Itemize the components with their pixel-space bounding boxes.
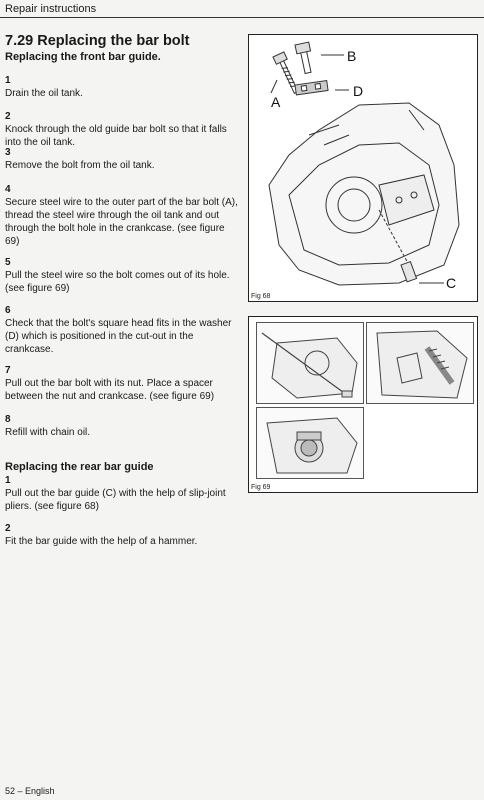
page-footer: 52 – English (5, 786, 55, 796)
figure-69 (248, 316, 478, 493)
section-subtitle: Replacing the front bar guide. (5, 51, 161, 63)
running-header: Repair instructions (5, 3, 97, 15)
step-text: Check that the bolt's square head fits in the washer (D) which is positioned in the cut-out in the crankcase. (5, 318, 232, 355)
rear-step-1 (5, 474, 241, 513)
step-number: 2 (5, 111, 11, 122)
step-6 (5, 304, 241, 356)
wire-pull-illustration (257, 323, 363, 403)
rear-section-title: Replacing the rear bar guide (5, 461, 154, 473)
step-number: 3 (5, 147, 11, 158)
step-text: Pull the steel wire so the bolt comes out of its hole. (see figure 69) (5, 270, 230, 294)
step-text: Refill with chain oil. (5, 427, 91, 438)
step-number: 2 (5, 523, 11, 534)
step-text: Knock through the old guide bar bolt so that it falls into the oil tank. (5, 124, 227, 148)
step-4 (5, 183, 241, 248)
callout-d: D (353, 83, 364, 99)
step-5 (5, 256, 241, 295)
figure-68 (248, 34, 478, 302)
step-number: 1 (5, 75, 11, 86)
step-number: 5 (5, 257, 11, 268)
step-text: Remove the bolt from the oil tank. (5, 160, 155, 171)
rear-step-2 (5, 522, 241, 548)
step-text: Drain the oil tank. (5, 88, 83, 99)
step-8 (5, 413, 241, 439)
figure-label: Fig 69 (251, 484, 271, 491)
step-text: Secure steel wire to the outer part of the bar bolt (A), thread the steel wire through the oil tank and out through the bolt hole in the crankcase. (see figure 69) (5, 197, 238, 247)
step-number: 1 (5, 475, 11, 486)
step-number: 7 (5, 365, 11, 376)
step-3 (5, 146, 241, 172)
callout-b: B (347, 48, 357, 64)
step-number: 4 (5, 184, 11, 195)
step-1 (5, 74, 241, 100)
callout-a: A (271, 94, 281, 110)
step-number: 8 (5, 414, 11, 425)
bolt-extraction-illustration (367, 323, 473, 403)
step-7 (5, 364, 241, 403)
fig69-panel-spacer (256, 407, 364, 479)
callout-c: C (446, 275, 457, 291)
spacer-nut-illustration (257, 408, 363, 478)
crankcase-illustration (249, 35, 477, 301)
step-2 (5, 110, 241, 149)
fig69-panel-wire (256, 322, 364, 404)
step-text: Fit the bar guide with the help of a hammer. (5, 536, 198, 547)
fig69-panel-bolt (366, 322, 474, 404)
step-text: Pull out the bar bolt with its nut. Place a spacer between the nut and crankcase. (see figure 69) (5, 378, 215, 402)
section-title: 7.29 Replacing the bar bolt (5, 33, 190, 49)
header-divider (0, 17, 484, 18)
figure-label: Fig 68 (251, 293, 271, 300)
step-number: 6 (5, 305, 11, 316)
step-text: Pull out the bar guide (C) with the help of slip-joint pliers. (see figure 68) (5, 488, 226, 512)
